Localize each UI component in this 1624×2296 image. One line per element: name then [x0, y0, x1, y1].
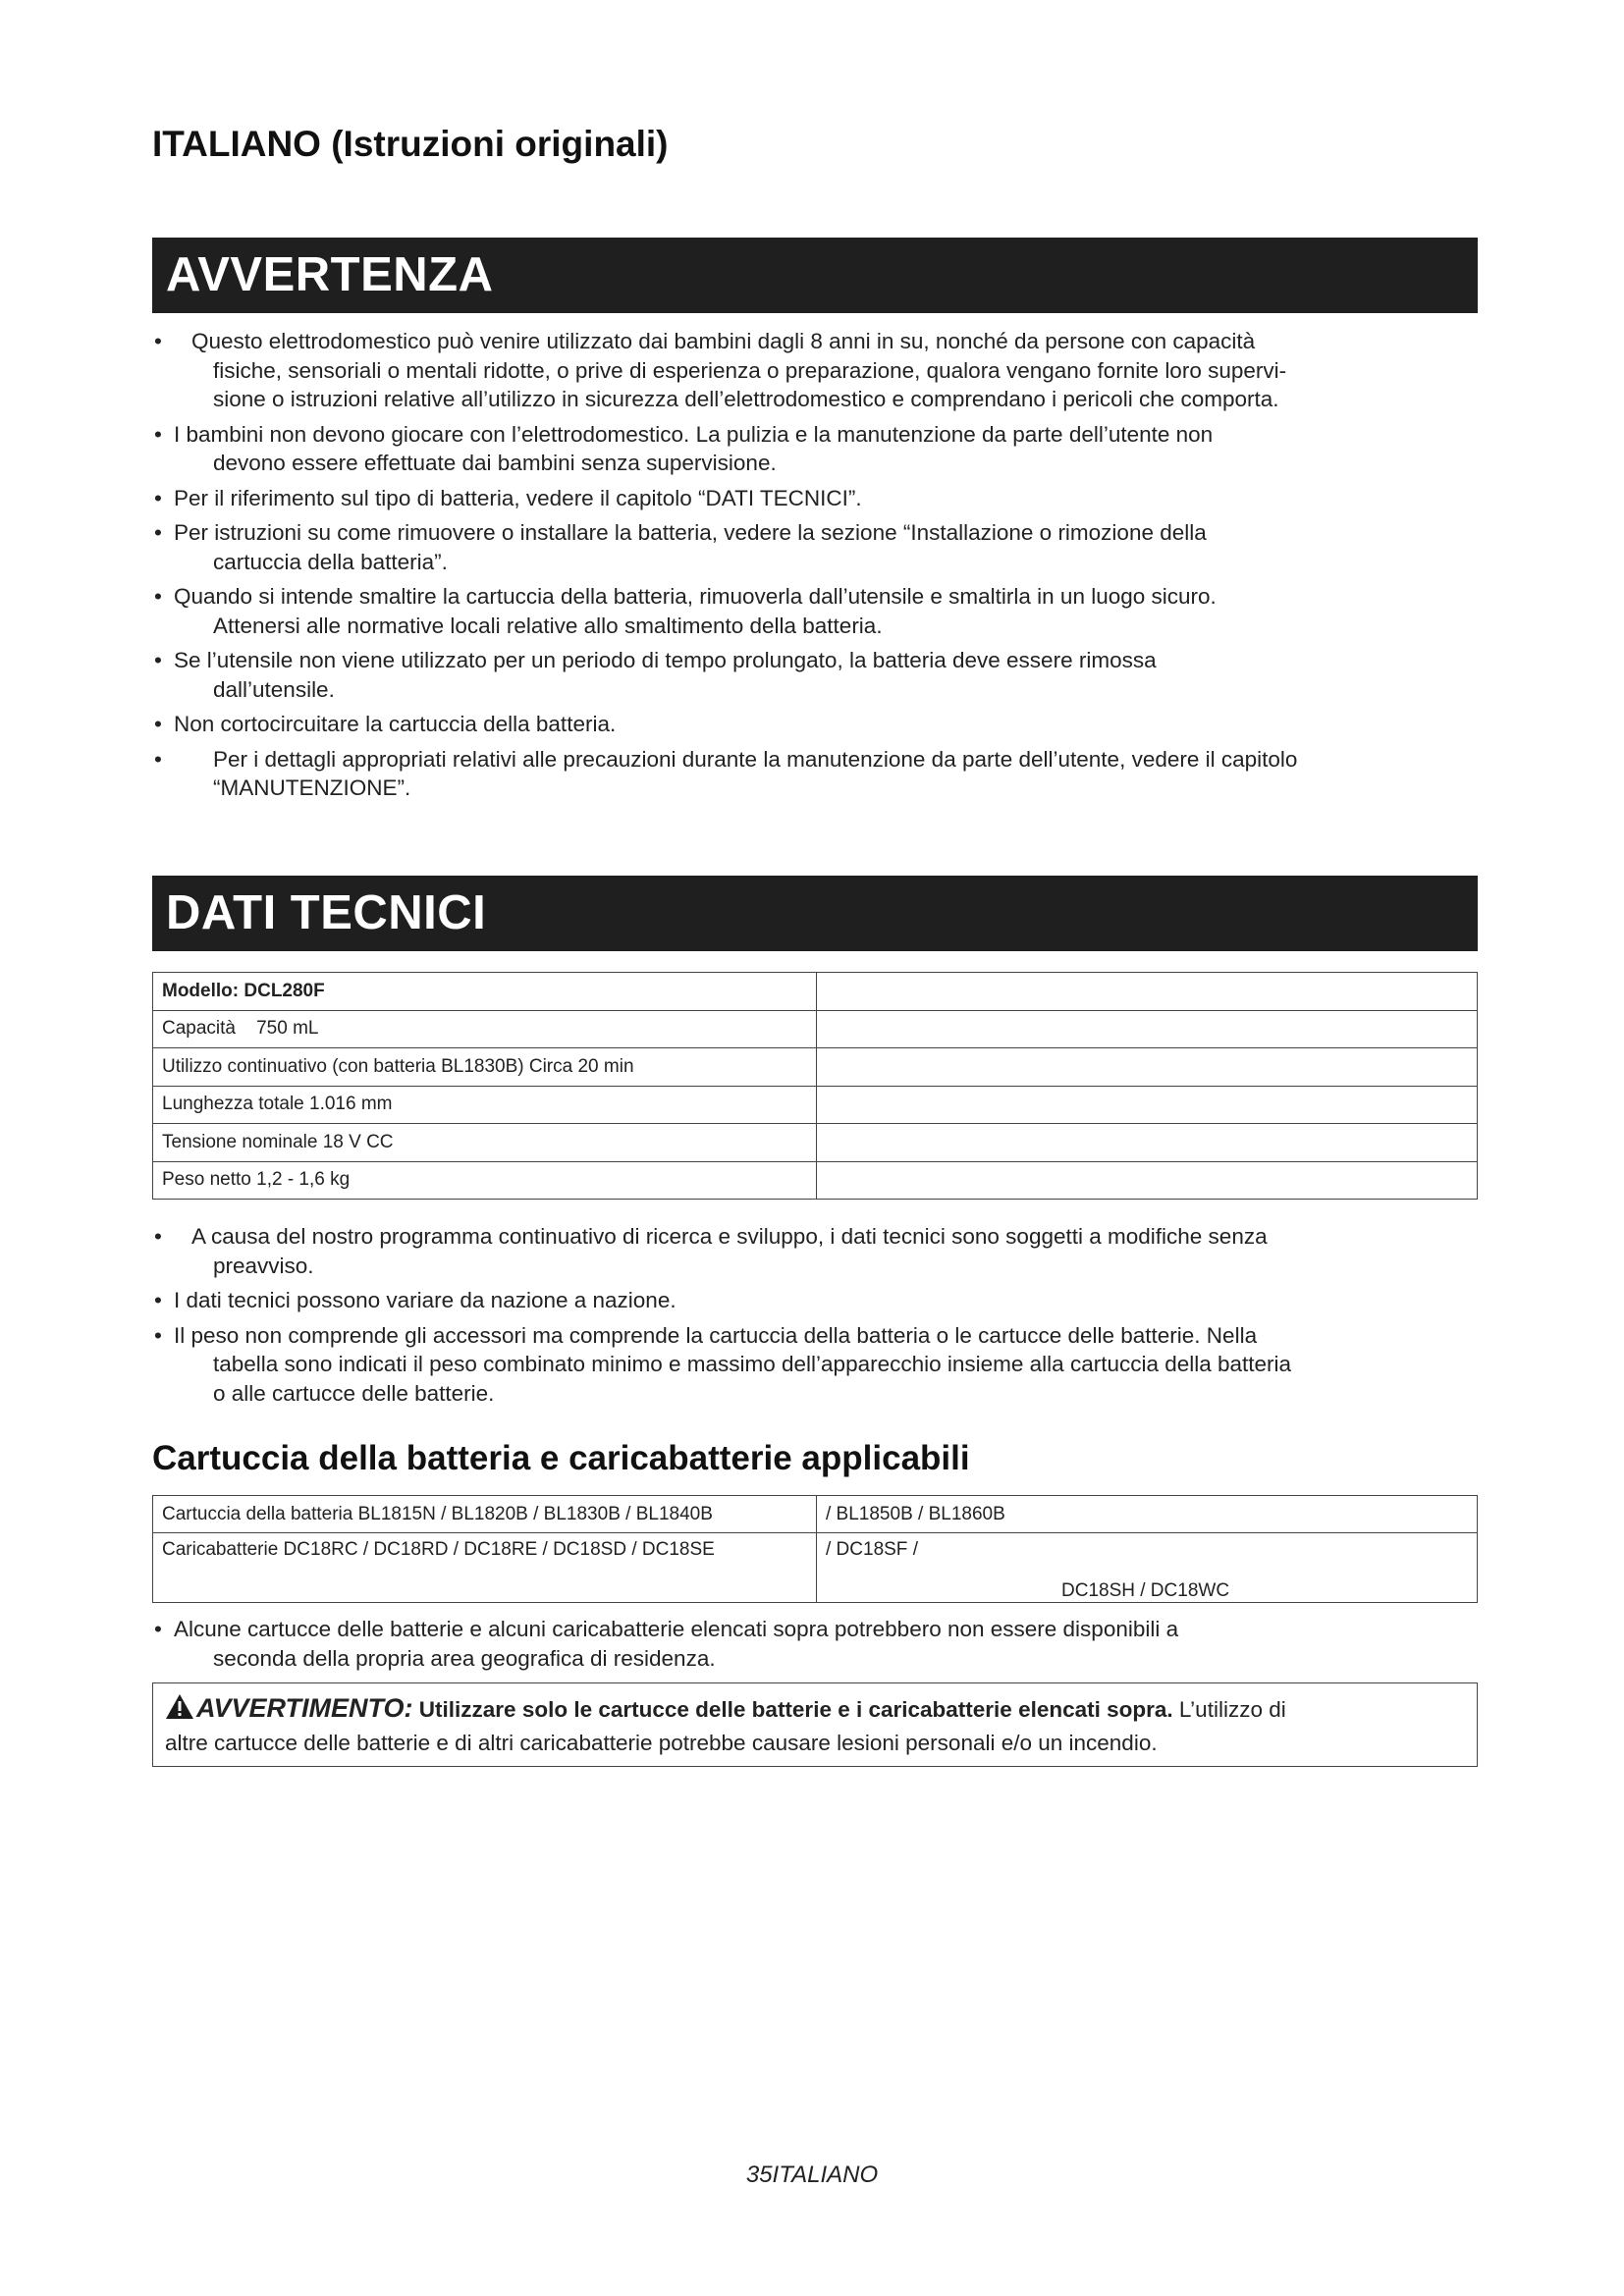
table-row: [153, 1161, 1478, 1200]
batteries-cell: Cartuccia della batteria BL1815N / BL1820B / BL1830B / BL1840B: [153, 1496, 817, 1533]
bullet-icon: •: [154, 584, 162, 609]
spec-value-cell: [817, 1161, 1478, 1200]
list-item-continuation: o alle cartucce delle batterie.: [213, 1380, 495, 1406]
spec-label-cell: Tensione nominale 18 V CC: [153, 1124, 817, 1162]
bullet-icon: •: [154, 1224, 162, 1249]
list-item: [152, 710, 1478, 739]
bullet-icon: •: [154, 746, 162, 772]
bullet-icon: •: [154, 1288, 162, 1312]
table-row: [153, 1496, 1478, 1533]
table-row: [153, 1533, 1478, 1603]
list-item-text: Alcune cartucce delle batterie e alcuni caricabatterie elencati sopra potrebbero non essere disponibili a: [174, 1617, 1179, 1641]
spec-value-cell: [817, 973, 1478, 1011]
spec-value-cell: [817, 1048, 1478, 1087]
list-item: [152, 745, 1478, 803]
list-item-continuation: sione o istruzioni relative all’utilizzo in sicurezza dell’elettrodomestico e comprendano i pericoli che comporta.: [213, 387, 1279, 411]
list-item: [152, 420, 1478, 478]
list-item-text: Per il riferimento sul tipo di batteria, vedere il capitolo “DATI TECNICI”.: [174, 485, 862, 510]
list-item-continuation: seconda della propria area geografica di residenza.: [213, 1645, 716, 1671]
bullet-icon: •: [154, 1617, 162, 1641]
list-item-text: Questo elettrodomestico può venire utilizzato dai bambini dagli 8 anni in su, nonché da persone con capacità: [191, 329, 1256, 353]
bullet-icon: •: [154, 712, 162, 736]
bullet-icon: •: [154, 1322, 162, 1348]
caution-lead: AVVERTIMENTO:: [196, 1693, 413, 1723]
list-item: [152, 484, 1478, 513]
list-item-text: Quando si intende smaltire la cartuccia della batteria, rimuoverla dall’utensile e smaltirla in un luogo sicuro.: [174, 584, 1217, 609]
list-item-continuation: cartuccia della batteria”.: [213, 549, 448, 574]
list-item-continuation: preavviso.: [213, 1253, 314, 1278]
spec-label-cell: Lunghezza totale 1.016 mm: [153, 1086, 817, 1124]
warning-list: [152, 327, 1478, 809]
batteries-table: [152, 1495, 1478, 1603]
table-row: [153, 973, 1478, 1011]
list-item-continuation: fisiche, sensoriali o mentali ridotte, o prive di esperienza o preparazione, qualora vengano fornite loro supervi-: [213, 357, 1287, 383]
list-item: [152, 646, 1478, 704]
list-item-continuation: devono essere effettuate dai bambini senza supervisione.: [213, 451, 777, 475]
spec-label-cell: Peso netto 1,2 - 1,6 kg: [153, 1161, 817, 1200]
list-item: [152, 1286, 1478, 1315]
bullet-icon: •: [154, 421, 162, 447]
bullet-icon: •: [154, 485, 162, 510]
chargers-extra-bottom: DC18SH / DC18WC: [1061, 1580, 1230, 1601]
caution-strong-text: Utilizzare solo le cartucce delle batterie e i caricabatterie elencati sopra.: [418, 1697, 1173, 1722]
table-row: [153, 1124, 1478, 1162]
caution-tail: L’utilizzo di: [1178, 1697, 1286, 1722]
bullet-icon: •: [154, 329, 162, 353]
spec-label-cell: Capacità 750 mL: [153, 1010, 817, 1048]
specs-notes-list: [152, 1222, 1478, 1414]
list-item-text: Per istruzioni su come rimuovere o installare la batteria, vedere la sezione “Installazione o rimozione della: [174, 520, 1207, 545]
warning-banner: AVVERTENZA: [152, 238, 1478, 313]
spec-value-cell: [817, 1010, 1478, 1048]
list-item: [152, 1615, 1478, 1673]
page-title: ITALIANO (Istruzioni originali): [152, 124, 669, 164]
bullet-icon: •: [154, 520, 162, 545]
spec-value-cell: [817, 1086, 1478, 1124]
chargers-cell: Caricabatterie DC18RC / DC18RD / DC18RE / DC18SD / DC18SE: [153, 1533, 817, 1603]
list-item-continuation: “MANUTENZIONE”.: [213, 775, 411, 800]
chargers-cell-extra: [817, 1533, 1478, 1603]
warning-triangle-icon: [165, 1693, 194, 1728]
list-item: [152, 1222, 1478, 1280]
spec-label-cell: Utilizzo continuativo (con batteria BL1830B) Circa 20 min: [153, 1048, 817, 1087]
list-item-continuation: tabella sono indicati il peso combinato minimo e massimo dell’apparecchio insieme alla cartuccia della batteria: [213, 1352, 1292, 1376]
list-item-continuation: Attenersi alle normative locali relative allo smaltimento della batteria.: [213, 613, 883, 638]
list-item-text: A causa del nostro programma continuativo di ricerca e sviluppo, i dati tecnici sono soggetti a modifiche senza: [191, 1224, 1268, 1249]
table-row: [153, 1010, 1478, 1048]
specs-banner: DATI TECNICI: [152, 876, 1478, 951]
bullet-icon: •: [154, 648, 162, 672]
spec-label-cell: Modello: DCL280F: [153, 973, 817, 1011]
list-item-text: Per i dettagli appropriati relativi alle precauzioni durante la manutenzione da parte dell’utente, vedere il capitolo: [213, 746, 1298, 772]
table-row: [153, 1048, 1478, 1087]
list-item: [152, 1321, 1478, 1409]
list-item-text: I bambini non devono giocare con l’elettrodomestico. La pulizia e la manutenzione da parte dell’utente non: [174, 421, 1214, 447]
caution-box: [152, 1682, 1478, 1767]
list-item-continuation: dall’utensile.: [213, 676, 335, 702]
caution-line2: altre cartucce delle batterie e di altri caricabatterie potrebbe causare lesioni personali e/o un incendio.: [165, 1731, 1158, 1755]
list-item: [152, 518, 1478, 576]
list-item-text: I dati tecnici possono variare da nazione a nazione.: [174, 1288, 677, 1312]
table-row: [153, 1086, 1478, 1124]
specs-table: [152, 972, 1478, 1200]
page-footer: 35ITALIANO: [745, 2162, 879, 2188]
chargers-extra-top: / DC18SF /: [826, 1539, 918, 1560]
list-item-text: Non cortocircuitare la cartuccia della batteria.: [174, 712, 617, 736]
spec-value-cell: [817, 1124, 1478, 1162]
availability-notes-list: [152, 1615, 1478, 1679]
list-item-text: Il peso non comprende gli accessori ma comprende la cartuccia della batteria o le cartucce delle batterie. Nella: [174, 1322, 1258, 1348]
batteries-cell-extra: / BL1850B / BL1860B: [817, 1496, 1478, 1533]
batteries-heading: Cartuccia della batteria e caricabatterie applicabili: [152, 1439, 970, 1477]
list-item-text: Se l’utensile non viene utilizzato per un periodo di tempo prolungato, la batteria deve essere rimossa: [174, 648, 1157, 672]
list-item: [152, 327, 1478, 414]
list-item: [152, 582, 1478, 640]
